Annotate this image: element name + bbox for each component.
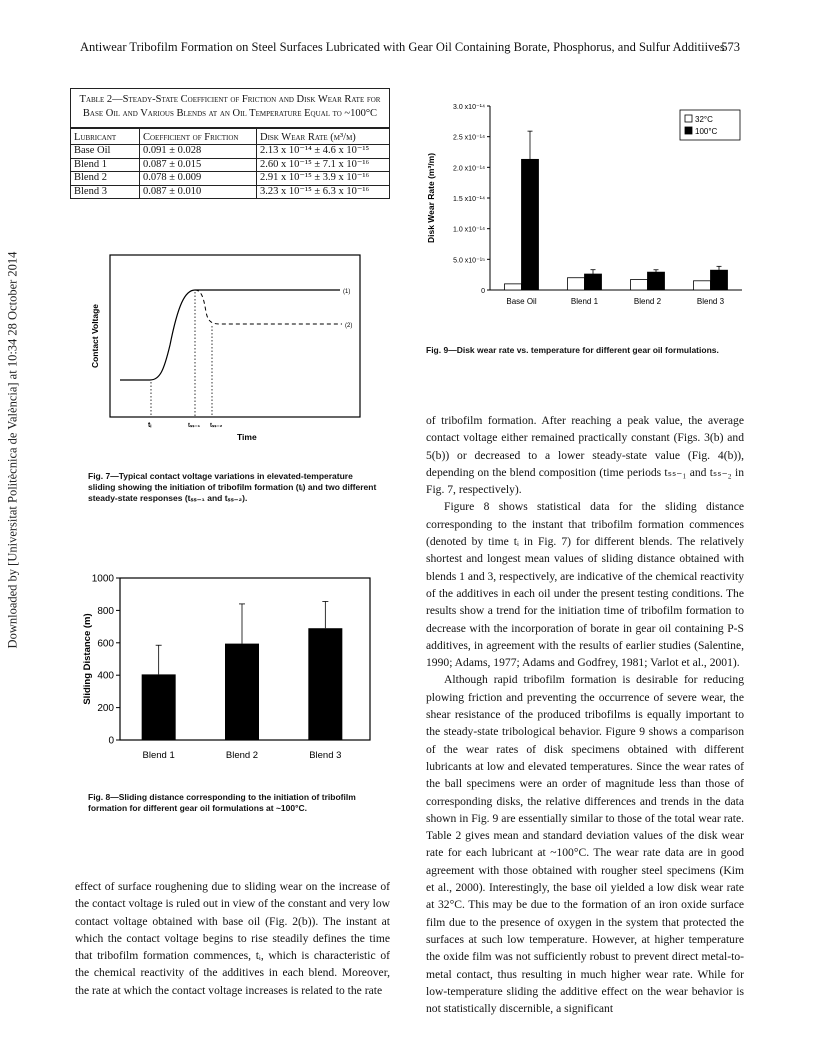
running-title: Antiwear Tribofilm Formation on Steel Surfaces Lubricated with Gear Oil Containing Borate, Phosphorus, and Sulfur Additiives	[80, 40, 725, 54]
fig8-ytick-label: 600	[97, 638, 114, 650]
fig9-category-label: Blend 3	[696, 297, 725, 306]
fig9-ytick-label: 2.5 x10⁻¹⁴	[453, 134, 485, 142]
table-row	[71, 145, 390, 159]
fig9-bar	[694, 281, 711, 290]
figure-7-svg	[80, 250, 380, 450]
fig8-ytick-label: 400	[97, 670, 114, 682]
fig7-tick-ti: tᵢ	[148, 422, 152, 429]
fig9-bar	[648, 272, 665, 290]
fig7-tick-tss1: tₛₛ₋₁	[188, 423, 201, 429]
fig9-legend-label: 32°C	[695, 115, 713, 124]
fig9-ytick-label: 5.0 x10⁻¹⁵	[453, 257, 485, 265]
right-column-text	[426, 412, 744, 1017]
fig9-category-label: Blend 2	[633, 297, 662, 306]
cell-cof: 0.087 ± 0.010	[140, 185, 257, 199]
column-header-cof: Coefficient of Friction	[140, 128, 257, 145]
table-caption: Table 2—Steady-State Coefficient of Friction and Disk Wear Rate for Base Oil and Various Blends at an Oil Temperature Equal to ~100°C	[70, 88, 390, 127]
column-header-wear: Disk Wear Rate (m³/m)	[257, 128, 390, 145]
fig7-curve-2	[195, 290, 342, 324]
fig9-ylabel: Disk Wear Rate (m³/m)	[426, 152, 436, 244]
fig9-category-label: Blend 1	[570, 297, 599, 306]
fig8-bar	[142, 674, 176, 740]
fig8-bar	[225, 644, 259, 740]
download-notice	[5, 251, 20, 649]
table-header-row	[71, 128, 390, 145]
fig9-ytick-label: 1.0 x10⁻¹⁴	[453, 226, 485, 234]
left-paragraph: effect of surface roughening due to sliding wear on the increase of the contact voltage is ruled out in view of the constant and very low contact voltage obtained with base oil (Fig. 2(b)). The instant at which the contact voltage begins to rise steadily defines the time that tribofilm formation commences, tᵢ, which is characteristic of the chemical reactivity of the additives in each blend. Moreover, the rate at which the contact voltage increases is related to the rate	[75, 880, 390, 997]
fig7-curve-label-1: (1)	[343, 289, 351, 295]
table-row	[71, 158, 390, 172]
cell-wear: 3.23 x 10⁻¹⁵ ± 6.3 x 10⁻¹⁶	[257, 185, 390, 199]
fig9-category-label: Base Oil	[506, 297, 537, 306]
fig8-ylabel: Sliding Distance (m)	[82, 613, 93, 705]
page-number: 573	[721, 40, 740, 54]
left-column-text	[75, 878, 390, 999]
fig7-xlabel: Time	[237, 432, 257, 442]
figure-8	[78, 568, 388, 768]
fig7-frame	[110, 255, 360, 417]
fig8-category-label: Blend 3	[309, 750, 342, 761]
fig7-tick-tss2: tₛₛ₋₂	[210, 423, 223, 429]
fig9-caption: Fig. 9—Disk wear rate vs. temperature for different gear oil formulations.	[426, 345, 719, 355]
fig9-bar	[711, 270, 728, 290]
wear-table	[70, 127, 390, 199]
fig8-caption: Fig. 8—Sliding distance corresponding to the initiation of tribofilm formation for different gear oil formulations at ~100°C.	[88, 792, 356, 813]
fig8-ytick-label: 1000	[91, 573, 114, 585]
fig9-bar	[568, 278, 585, 290]
fig7-curve-1	[120, 290, 340, 380]
download-notice-text: Downloaded by [Universitat Politècnica de València] at 10:34 28 October 2014	[5, 251, 20, 649]
cell-lubricant: Blend 3	[71, 185, 140, 199]
figure-7	[80, 250, 380, 450]
cell-lubricant: Blend 1	[71, 158, 140, 172]
fig9-ytick-label: 3.0 x10⁻¹⁴	[453, 104, 485, 111]
cell-wear: 2.13 x 10⁻¹⁴ ± 4.6 x 10⁻¹⁵	[257, 145, 390, 159]
fig8-ytick-label: 800	[97, 605, 114, 617]
fig9-bar	[522, 159, 539, 290]
fig8-bar	[308, 628, 342, 740]
right-paragraph-1: of tribofilm formation. After reaching a peak value, the average contact voltage either remained practically constant (Figs. 3(b) and 5(b)) or decreased to a lower steady-state value (Fig. 4(b)), depending on the blend composition (time periods tₛₛ₋₁ and tₛₛ₋₂ in Fig. 7, respectively).	[426, 414, 744, 497]
table-row	[71, 172, 390, 186]
figure-8-chart	[78, 568, 388, 768]
cell-cof: 0.087 ± 0.015	[140, 158, 257, 172]
table-2	[70, 88, 390, 199]
fig8-ytick-label: 200	[97, 703, 114, 715]
cell-wear: 2.91 x 10⁻¹⁵ ± 3.9 x 10⁻¹⁶	[257, 172, 390, 186]
cell-lubricant: Base Oil	[71, 145, 140, 159]
table-row	[71, 185, 390, 199]
fig9-ytick-label: 1.5 x10⁻¹⁴	[453, 196, 485, 203]
fig9-bar	[505, 284, 522, 290]
fig9-bar	[585, 274, 602, 290]
cell-cof: 0.091 ± 0.028	[140, 145, 257, 159]
right-paragraph-3: Although rapid tribofilm formation is desirable for reducing plowing friction and preventing the occurrence of severe wear, the shear resistance of the produced tribofilms is equally important to the steady-state tribological behavior. Figure 9 shows a comparison of the wear rates of disk specimens obtained with different lubricants at low and elevated temperatures. Since the wear rates of the ball specimens were an order of magnitude less than those of corresponding disks, the relative differences and trends in the data shown in Fig. 9 are essentially similar to those of the total wear rate. Table 2 gives mean and standard deviation values of the disk wear rate for each lubricant at ~100°C. The wear rate data are in good agreement with those obtained with rougher steel specimens (Kim et al., 2000). Interestingly, the base oil yielded a low disk wear rate at 32°C. This may be due to the formation of an iron oxide surface film due to the presence of oxygen in the system that protected the surfaces at such low temperature. However, at higher temperature the oxide film was not sufficiently robust to prevent direct metal-to-metal contact, thus resulting in much higher wear rate. While for low-temperature sliding the additive effect on the wear behavior is not statistically discernible, a significant	[426, 673, 744, 1016]
fig7-ylabel: Contact Voltage	[90, 303, 100, 369]
fig8-category-label: Blend 2	[225, 750, 259, 761]
cell-lubricant: Blend 2	[71, 172, 140, 186]
fig9-legend-label: 100°C	[695, 127, 718, 136]
figure-9	[420, 92, 755, 312]
fig7-curve-label-2: (2)	[345, 323, 353, 329]
fig9-legend-swatch	[685, 127, 692, 134]
column-header-lubricant: Lubricant	[71, 128, 140, 145]
cell-wear: 2.60 x 10⁻¹⁵ ± 7.1 x 10⁻¹⁶	[257, 158, 390, 172]
fig9-legend-swatch	[685, 115, 692, 122]
fig7-caption: Fig. 7—Typical contact voltage variations in elevated-temperature sliding showing the initiation of tribofilm formation (tᵢ) and two different steady-state responses (tₛₛ₋₁ and tₛₛ₋₂).	[88, 471, 377, 503]
fig9-ytick-label: 2.0 x10⁻¹⁴	[453, 165, 485, 173]
fig9-bar	[631, 280, 648, 290]
fig8-category-label: Blend 1	[142, 750, 175, 761]
figure-9-chart	[420, 92, 755, 312]
fig9-ytick-label: 0	[481, 288, 485, 295]
right-paragraph-2: Figure 8 shows statistical data for the sliding distance corresponding to the instant that tribofilm formation commences (denoted by time tᵢ in Fig. 7) for different blends. The relatively shortest and longest mean values of sliding distance obtained with blends 1 and 3, respectively, are indicative of the chemical reactivity of the additives in each oil under the present testing conditions. The results show a trend for the initiation time of tribofilm formation to decrease with the incorporation of borate in gear oil containing P-S additives, in agreement with the results of earlier studies (Salentine, 1990; Adams, 1977; Adams and Godfrey, 1981; Varlot et al., 2001).	[426, 500, 744, 670]
fig8-ytick-label: 0	[108, 735, 114, 747]
cell-cof: 0.078 ± 0.009	[140, 172, 257, 186]
running-header	[80, 40, 740, 55]
